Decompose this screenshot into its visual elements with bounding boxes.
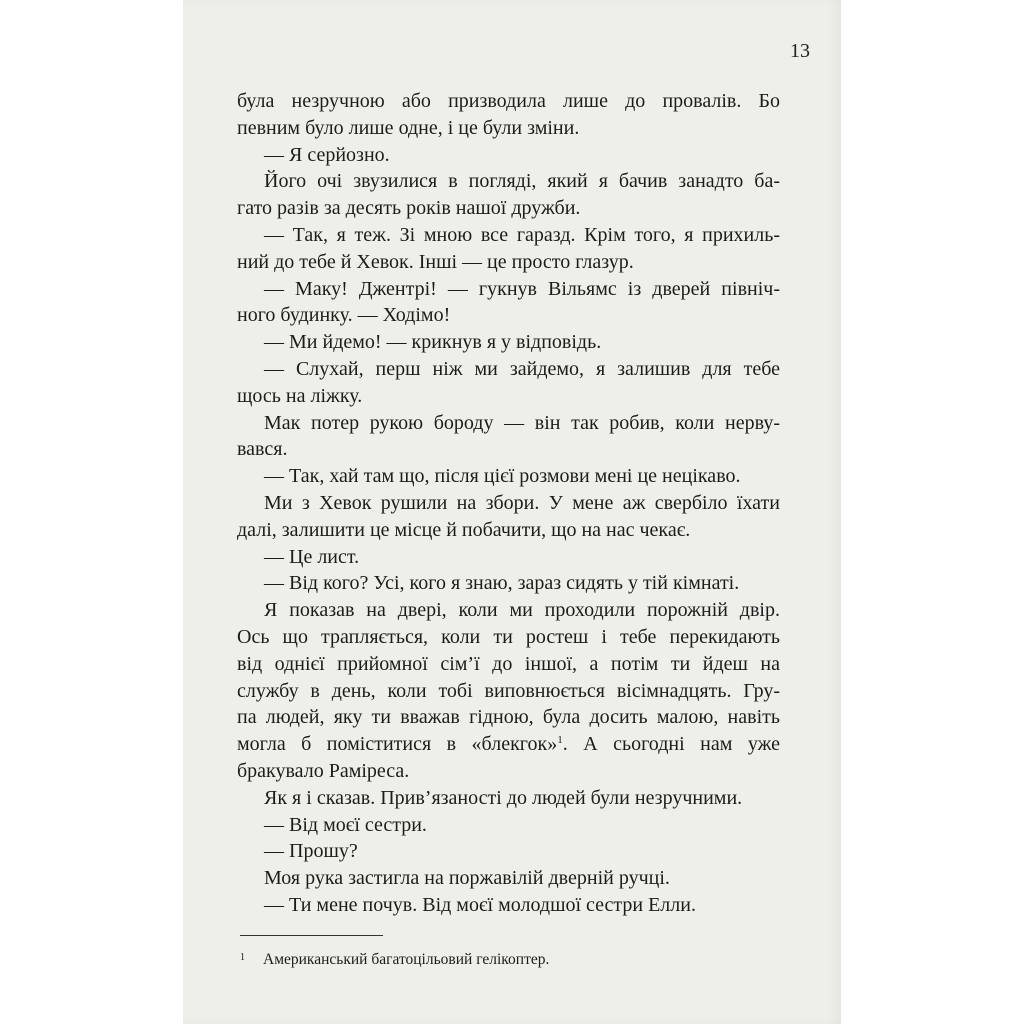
footnote xyxy=(240,951,549,969)
text-line: далі, залишити це місце й побачити, що на нас чекає. xyxy=(237,518,691,541)
text-line: — Я серйозно. xyxy=(264,143,390,166)
page-number: 13 xyxy=(790,40,810,62)
text-line: — Так, хай там що, після цієї розмови мені це нецікаво. xyxy=(264,465,741,488)
footnote-reference: 1 xyxy=(557,734,563,747)
text-line: — Слухай, перш ніж ми зайдемо, я залишив для тебе xyxy=(264,357,780,380)
text-line: — Так, я теж. Зі мною все гаразд. Крім того, я прихиль- xyxy=(264,223,780,246)
text-line: ного будинку. — Ходімо! xyxy=(237,304,451,327)
text-line: па людей, яку ти вважав гідною, була досить малою, навіть xyxy=(237,706,780,729)
text-line: Ось що трапляється, коли ти ростеш і тебе перекидають xyxy=(237,625,780,648)
text-line: від однієї прийомної сім’ї до іншої, а потім ти йдеш на xyxy=(237,652,780,675)
footnote-text: Американський багатоцільовий гелікоптер. xyxy=(263,951,550,968)
text-line: Ми з Хевок рушили на збори. У мене аж свербіло їхати xyxy=(264,491,780,514)
text-line: Я показав на двері, коли ми проходили порожній двір. xyxy=(264,599,780,622)
text-line: — Від кого? Усі, кого я знаю, зараз сидять у тій кімнаті. xyxy=(264,572,740,595)
text-line: Як я і сказав. Прив’язаності до людей були незручними. xyxy=(264,786,743,809)
body-text xyxy=(237,88,780,919)
text-line: — Ти мене почув. Від моєї молодшої сестри Елли. xyxy=(264,893,696,916)
footnote-marker: 1 xyxy=(240,952,245,963)
text-line: — Ми йдемо! — крикнув я у відповідь. xyxy=(264,331,602,354)
footnote-divider xyxy=(240,935,383,936)
text-line: — Це лист. xyxy=(264,545,360,568)
text-line: — Маку! Джентрі! — гукнув Вільямс із дверей північ- xyxy=(264,277,780,300)
text-line: бракувало Раміреса. xyxy=(237,759,410,782)
text-line: Його очі звузилися в погляді, який я бачив занадто ба- xyxy=(264,170,780,193)
text-line: Мак потер рукою бороду — він так робив, коли нерву- xyxy=(264,411,780,434)
text-line: певним було лише одне, і це були зміни. xyxy=(237,116,580,139)
text-line: Моя рука застигла на поржавілій дверній ручці. xyxy=(264,867,670,890)
text-line: була незручною або призводила лише до провалів. Бо xyxy=(237,90,780,112)
text-line: гато разів за десять років нашої дружби. xyxy=(237,197,581,220)
text-line: вався. xyxy=(237,438,288,461)
text-line: — Прошу? xyxy=(264,840,358,863)
text-line: щось на ліжку. xyxy=(237,384,363,407)
text-line: могла б поміститися в «блекгок»$^1$. А сьогодні нам уже xyxy=(237,733,780,756)
text-line: — Від моєї сестри. xyxy=(264,813,427,836)
text-line: ний до тебе й Хевок. Інші — це просто глазур. xyxy=(237,250,634,273)
text-line: службу в день, коли тобі виповнюється вісімнадцять. Гру- xyxy=(237,679,780,702)
